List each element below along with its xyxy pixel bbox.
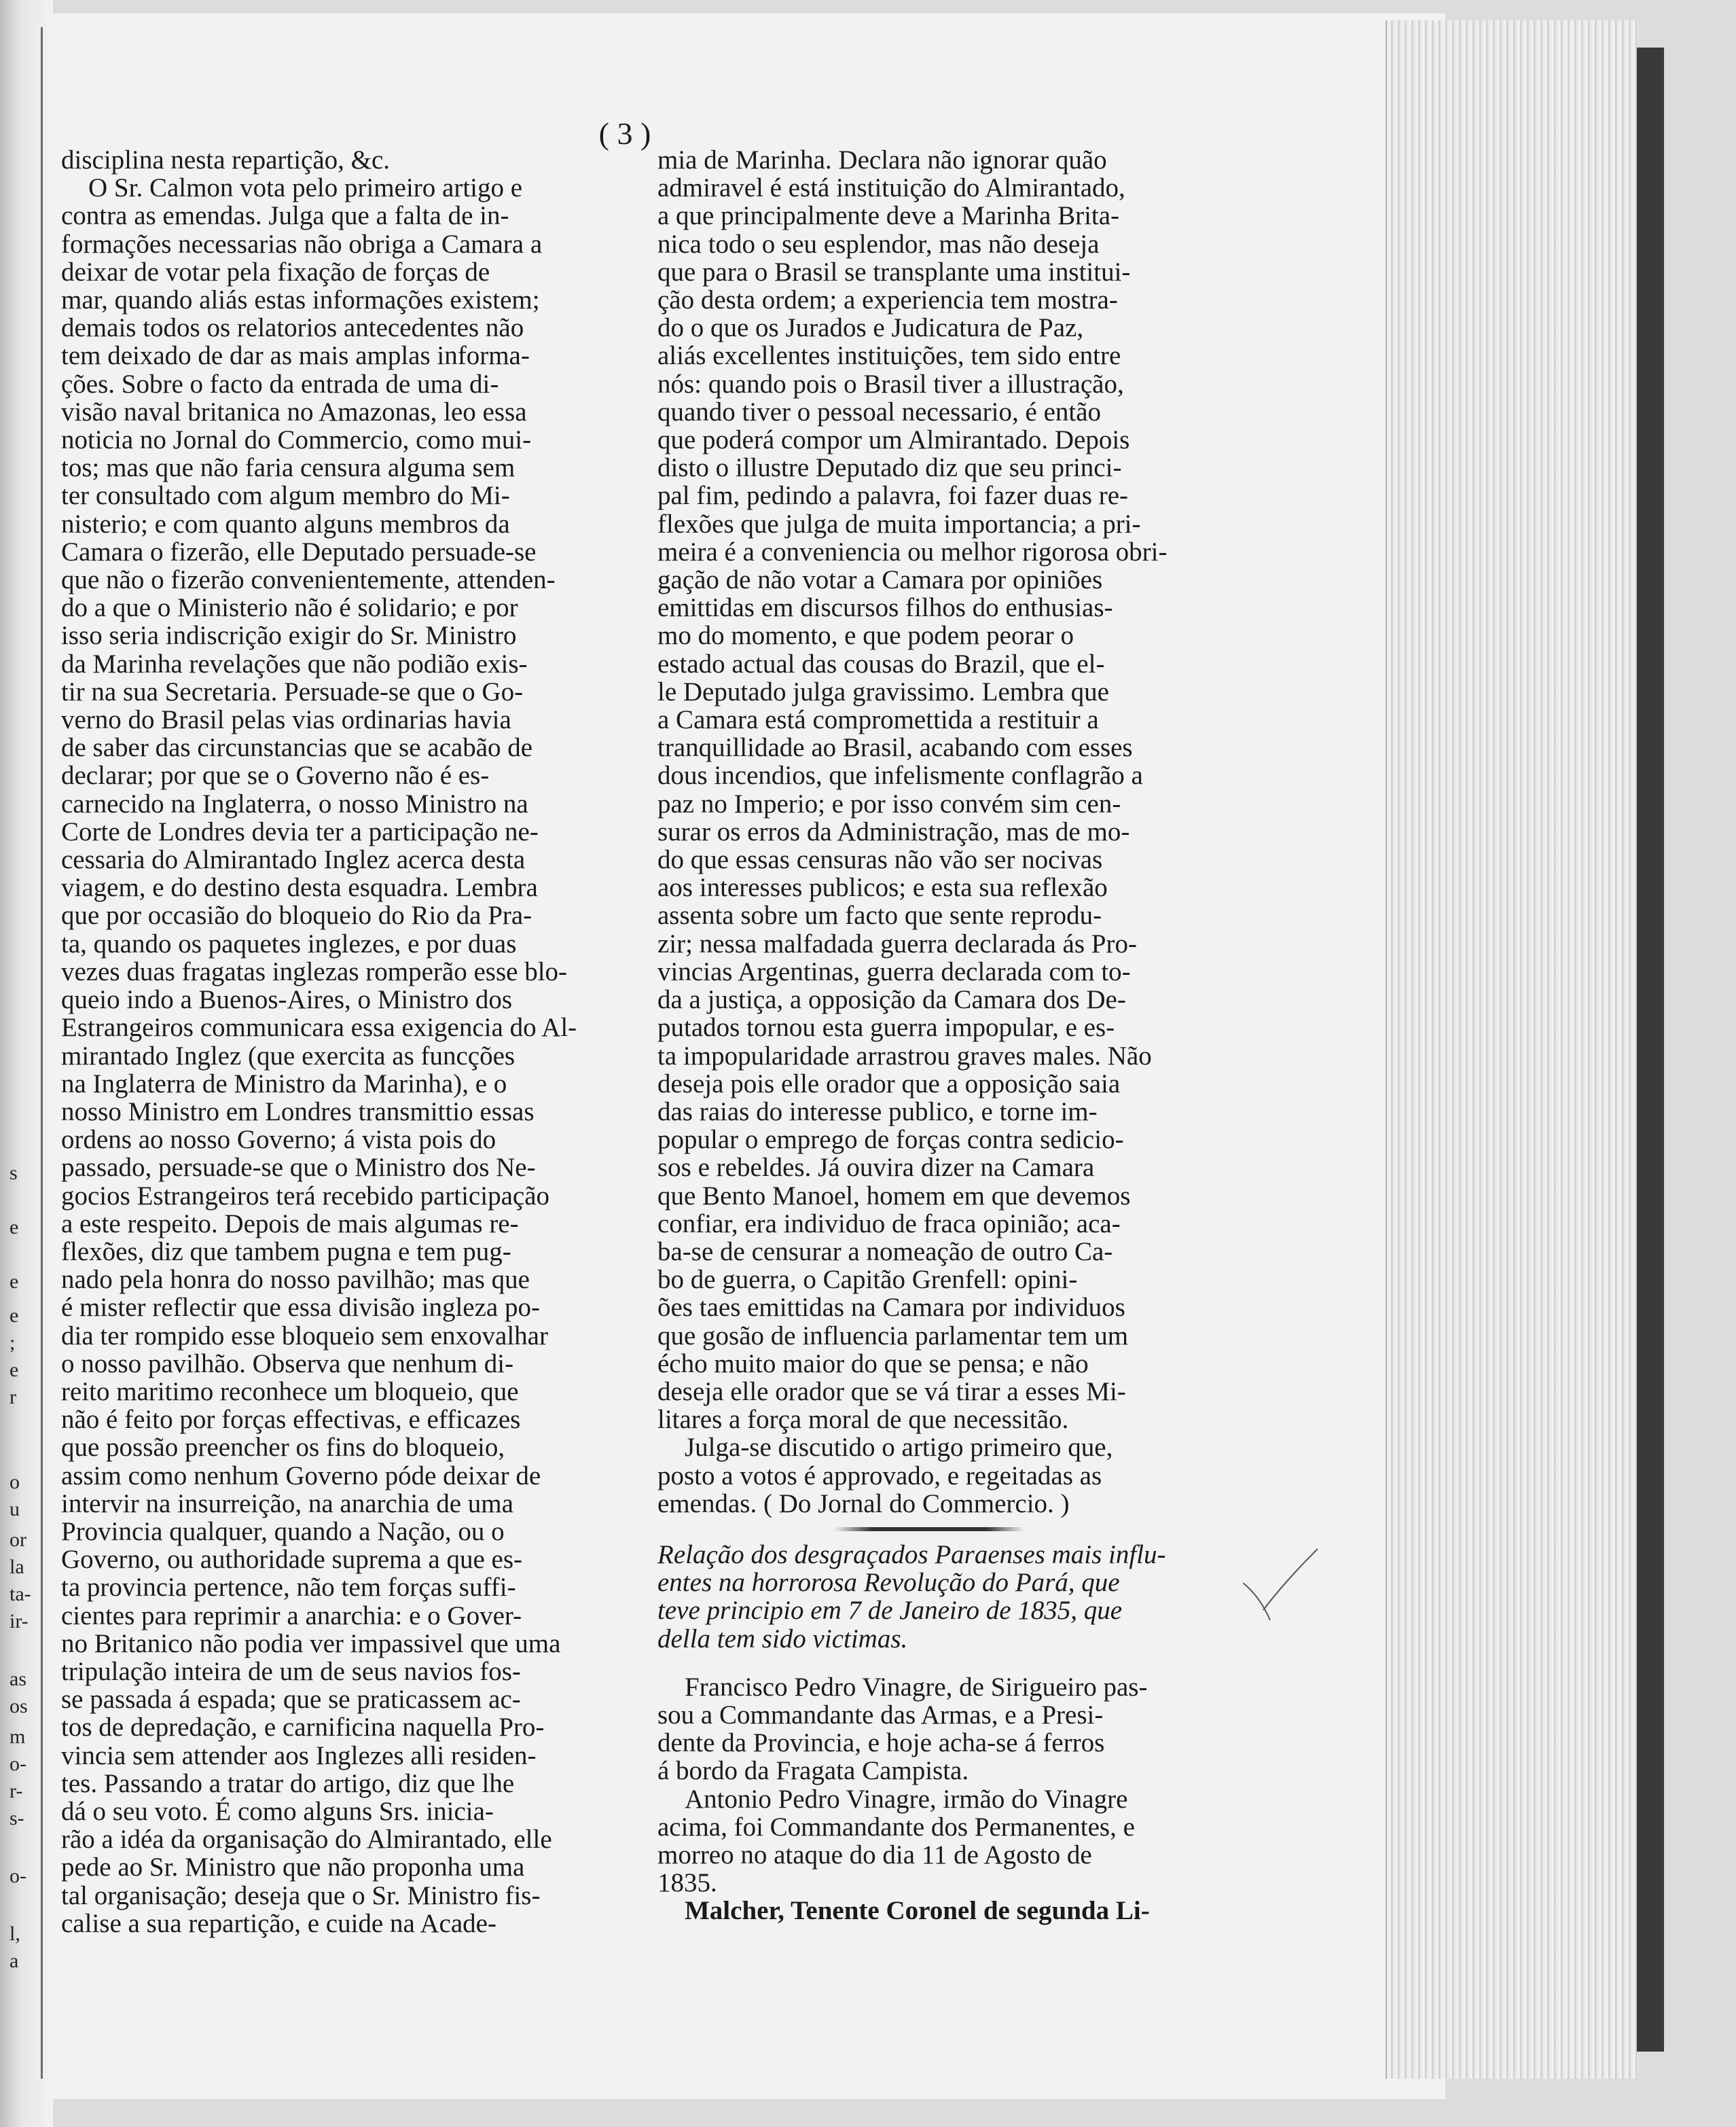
text-line: quando tiver o pessoal necessario, é então <box>657 397 1102 427</box>
edge-fragment: o- <box>10 1753 26 1775</box>
edge-fragment: ta- <box>10 1583 31 1605</box>
text-line: verno do Brasil pelas vias ordinarias havia <box>61 705 511 735</box>
text-line: emittidas em discursos filhos do enthusias- <box>657 593 1113 623</box>
text-line: carnecido na Inglaterra, o nosso Ministro na <box>61 789 528 819</box>
text-line: tos; mas que não faria censura alguma sem <box>61 453 516 483</box>
edge-fragment: e <box>10 1304 19 1327</box>
text-line: nica todo o seu esplendor, mas não deseja <box>657 229 1100 259</box>
edge-fragment: l, <box>10 1923 20 1945</box>
text-line: aliás excellentes instituições, tem sido entre <box>657 341 1121 371</box>
text-line: confiar, era individuo de fraca opinião; aca- <box>657 1209 1121 1238</box>
text-line: que possão preencher os fins do bloqueio, <box>61 1433 505 1463</box>
text-line: rão a idéa da organisação do Almirantado, elle <box>61 1825 552 1855</box>
text-line: surar os erros da Administração, mas de mo- <box>657 817 1130 846</box>
text-line: flexões, diz que tambem pugna e tem pug- <box>61 1236 511 1266</box>
text-line: O Sr. Calmon vota pelo primeiro artigo e <box>88 173 523 203</box>
section-divider <box>834 1527 1024 1531</box>
edge-fragment: s- <box>10 1807 24 1829</box>
edge-fragment: o <box>10 1471 20 1493</box>
text-line: pal fim, pedindo a palavra, foi fazer duas re- <box>657 481 1129 511</box>
text-line: que para o Brasil se transplante uma institui- <box>657 257 1131 287</box>
edge-fragment: r <box>10 1386 16 1408</box>
book-cover-edge <box>1637 48 1664 2052</box>
text-line: vincia sem attender aos Inglezes alli residen- <box>61 1740 537 1770</box>
text-line: que poderá compor um Almirantado. Depois <box>657 425 1130 455</box>
text-line: estado actual das cousas do Brazil, que el- <box>657 649 1105 679</box>
text-line: dia ter rompido esse bloqueio sem enxovalhar <box>61 1321 548 1351</box>
text-line: mo do momento, e que podem peorar o <box>657 621 1074 651</box>
text-line: emendas. ( Do Jornal do Commercio. ) <box>657 1488 1070 1518</box>
edge-fragment: a <box>10 1950 19 1972</box>
edge-fragment: la <box>10 1556 24 1578</box>
edge-fragment: e <box>10 1359 19 1381</box>
edge-fragment: e <box>10 1216 19 1238</box>
text-line: que por occasião do bloqueio do Rio da Pra- <box>61 901 532 931</box>
text-line: ta provincia pertence, não tem forças suffi- <box>61 1573 516 1603</box>
text-line: de saber das circunstancias que se acabão de <box>61 733 533 763</box>
text-line: popular o emprego de forças contra sedicio- <box>657 1125 1124 1155</box>
edge-fragment: s <box>10 1162 18 1184</box>
relation-heading <box>657 1541 1242 1653</box>
text-line: visão naval britanica no Amazonas, leo essa <box>61 397 527 427</box>
text-line: dá o seu voto. É como alguns Srs. inicia- <box>61 1796 494 1826</box>
text-line: disto o illustre Deputado diz que seu princi- <box>657 453 1122 483</box>
gutter-line <box>41 27 43 2079</box>
text-line: declarar; por que se o Governo não é es- <box>61 761 490 791</box>
text-line: passado, persuade-se que o Ministro dos Ne- <box>61 1153 536 1183</box>
text-line: do que essas censuras não vão ser nocivas <box>657 845 1103 875</box>
text-line: da Marinha revelações que não podião exis- <box>61 649 528 679</box>
text-line: aos interesses publicos; e esta sua reflexão <box>657 873 1108 903</box>
text-line: entes na horrorosa Revolução do Pará, que <box>657 1568 1120 1598</box>
text-line: a Camara está compromettida a restituir a <box>657 705 1099 735</box>
text-line: ba-se de censurar a nomeação de outro Ca- <box>657 1236 1113 1266</box>
right-column-body <box>657 146 1242 1518</box>
text-line: do a que o Ministerio não é solidario; e por <box>61 593 518 623</box>
text-line: cessaria do Almirantado Inglez acerca desta <box>61 845 526 875</box>
text-line: ordens ao nosso Governo; á vista pois do <box>61 1125 496 1155</box>
text-line: vezes duas fragatas inglezas romperão esse blo- <box>61 957 568 986</box>
edge-fragment: ; <box>10 1331 16 1354</box>
text-line: sou a Commandante das Armas, e a Presi- <box>657 1700 1104 1730</box>
facing-page-edge <box>0 0 53 2127</box>
text-line: formações necessarias não obriga a Camara a <box>61 229 543 259</box>
text-line: 1835. <box>657 1868 717 1898</box>
text-line: nós: quando pois o Brasil tiver a illustração, <box>657 369 1124 399</box>
text-line: bo de guerra, o Capitão Grenfell: opini- <box>657 1265 1078 1295</box>
text-line: noticia no Jornal do Commercio, como mui- <box>61 425 532 455</box>
text-line: pede ao Sr. Ministro que não proponha uma <box>61 1853 525 1882</box>
text-line: do o que os Jurados e Judicatura de Paz, <box>657 313 1084 343</box>
relation-entries <box>657 1673 1242 1925</box>
text-line: calise a sua repartição, e cuide na Acade- <box>61 1908 496 1938</box>
text-line: dous incendios, que infelismente conflagrão a <box>657 761 1143 791</box>
text-line: ta, quando os paquetes inglezes, e por duas <box>61 929 517 959</box>
edge-fragment: as <box>10 1668 26 1690</box>
edge-fragment: r- <box>10 1780 23 1802</box>
text-line: demais todos os relatorios antecedentes não <box>61 313 524 343</box>
text-line: gação de não votar a Camara por opiniões <box>657 565 1103 595</box>
text-line: Estrangeiros communicara essa exigencia do Al- <box>61 1013 577 1043</box>
text-line: reito maritimo reconhece um bloqueio, que <box>61 1376 519 1406</box>
text-line: ções. Sobre o facto da entrada de uma di- <box>61 369 499 399</box>
text-line: Relação dos desgraçados Paraenses mais influ- <box>657 1539 1166 1569</box>
text-line: queio indo a Buenos-Aires, o Ministro dos <box>61 985 513 1015</box>
text-line: assim como nenhum Governo póde deixar de <box>61 1461 541 1490</box>
text-line: vincias Argentinas, guerra declarada com to- <box>657 957 1131 986</box>
text-line: nado pela honra do nosso pavilhão; mas que <box>61 1265 530 1295</box>
edge-fragment: o- <box>10 1865 26 1887</box>
text-line: Julga-se discutido o artigo primeiro que, <box>685 1433 1113 1463</box>
text-line: da a justiça, a opposição da Camara dos De- <box>657 985 1126 1015</box>
text-line: gocios Estrangeiros terá recebido participação <box>61 1181 550 1211</box>
text-line: ta impopularidade arrastrou graves males. Não <box>657 1041 1152 1071</box>
text-line: le Deputado julga gravissimo. Lembra que <box>657 677 1109 707</box>
text-line: zir; nessa malfadada guerra declarada ás Pro- <box>657 929 1137 959</box>
text-line: mia de Marinha. Declara não ignorar quão <box>657 145 1107 175</box>
text-line: Corte de Londres devia ter a participação ne- <box>61 817 539 846</box>
text-line: della tem sido victimas. <box>657 1624 908 1654</box>
edge-fragment: u <box>10 1498 20 1520</box>
text-line: posto a votos é approvado, e regeitadas as <box>657 1461 1102 1490</box>
text-line: flexões que julga de muita importancia; a pri- <box>657 509 1141 539</box>
text-line: cientes para reprimir a anarchia: e o Gover- <box>61 1601 522 1630</box>
text-line: Francisco Pedro Vinagre, de Sirigueiro pas- <box>685 1672 1148 1702</box>
text-line: nosso Ministro em Londres transmittio essas <box>61 1096 535 1126</box>
text-line: deseja elle orador que se vá tirar a esses Mi- <box>657 1376 1126 1406</box>
edge-fragment: ir- <box>10 1610 29 1632</box>
text-line: ção desta ordem; a experiencia tem mostra- <box>657 285 1118 315</box>
text-line: intervir na insurreição, na anarchia de uma <box>61 1488 513 1518</box>
edge-fragment: os <box>10 1695 28 1717</box>
text-line: tal organisação; deseja que o Sr. Ministro fis- <box>61 1880 541 1910</box>
text-line: tes. Passando a tratar do artigo, diz que lhe <box>61 1768 515 1798</box>
text-line: contra as emendas. Julga que a falta de in- <box>61 201 509 231</box>
text-line: se passada á espada; que se praticassem ac- <box>61 1685 521 1715</box>
pencil-mark-icon <box>1243 1542 1324 1624</box>
text-line: que não o fizerão convenientemente, attenden- <box>61 565 556 595</box>
text-line: disciplina nesta repartição, &c. <box>61 145 391 175</box>
text-line: viagem, e do destino desta esquadra. Lembra <box>61 873 538 903</box>
text-line: isso seria indiscrição exigir do Sr. Ministro <box>61 621 517 651</box>
text-line: écho muito maior do que se pensa; e não <box>657 1348 1089 1378</box>
text-line: admiravel é está instituição do Almirantado, <box>657 173 1125 203</box>
page-number: ( 3 ) <box>598 116 651 151</box>
text-line: não é feito por forças effectivas, e efficazes <box>61 1405 521 1435</box>
edge-fragment: or <box>10 1529 26 1551</box>
text-line: no Britanico não podia ver impassivel que uma <box>61 1628 561 1658</box>
text-line: mar, quando aliás estas informações existem; <box>61 285 540 315</box>
edge-fragment: e <box>10 1270 19 1293</box>
text-line: é mister reflectir que essa divisão ingleza po- <box>61 1293 540 1323</box>
text-line: deseja pois elle orador que a opposição saia <box>657 1069 1121 1098</box>
text-line: á bordo da Fragata Campista. <box>657 1756 969 1786</box>
text-line: ões taes emittidas na Camara por individuos <box>657 1293 1125 1323</box>
edge-fragment: m <box>10 1726 26 1748</box>
text-line: Provincia qualquer, quando a Nação, ou o <box>61 1516 505 1546</box>
text-line: das raias do interesse publico, e torne im- <box>657 1096 1098 1126</box>
text-line: paz no Imperio; e por isso convém sim cen- <box>657 789 1121 819</box>
text-line: Antonio Pedro Vinagre, irmão do Vinagre <box>685 1784 1128 1814</box>
text-line: litares a força moral de que necessitão. <box>657 1405 1069 1435</box>
text-line: que Bento Manoel, homem em que devemos <box>657 1181 1131 1211</box>
text-line: putados tornou esta guerra impopular, e es- <box>657 1013 1115 1043</box>
text-line: acima, foi Commandante dos Permanentes, e <box>657 1812 1135 1842</box>
text-line: tir na sua Secretaria. Persuade-se que o Go- <box>61 677 524 707</box>
text-line: tem deixado de dar as mais amplas informa- <box>61 341 530 371</box>
text-line: deixar de votar pela fixação de forças de <box>61 257 490 287</box>
text-line: assenta sobre um facto que sente reprodu- <box>657 901 1102 931</box>
text-line: meira é a conveniencia ou melhor rigorosa obri- <box>657 537 1168 567</box>
text-line: tripulação inteira de um de seus navios fos- <box>61 1656 521 1686</box>
text-line: dente da Provincia, e hoje acha-se á ferros <box>657 1728 1105 1758</box>
text-line: nisterio; e com quanto alguns membros da <box>61 509 510 539</box>
text-line: a este respeito. Depois de mais algumas re- <box>61 1209 519 1238</box>
text-line: ter consultado com algum membro do Mi- <box>61 481 510 511</box>
text-line: tranquillidade ao Brasil, acabando com esses <box>657 733 1133 763</box>
left-column <box>61 146 659 1937</box>
text-line: mirantado Inglez (que exercita as funcções <box>61 1041 516 1071</box>
text-line: sos e rebeldes. Já ouvira dizer na Camara <box>657 1153 1095 1183</box>
text-line: teve principio em 7 de Janeiro de 1835, que <box>657 1596 1123 1626</box>
page-block-edges <box>1386 20 1638 2079</box>
text-line: morreo no ataque do dia 11 de Agosto de <box>657 1840 1092 1870</box>
text-line: Governo, ou authoridade suprema a que es- <box>61 1545 523 1575</box>
text-line: Malcher, Tenente Coronel de segunda Li- <box>685 1896 1150 1926</box>
text-line: o nosso pavilhão. Observa que nenhum di- <box>61 1348 514 1378</box>
right-column <box>657 146 1242 1925</box>
text-line: a que principalmente deve a Marinha Brita- <box>657 201 1120 231</box>
text-line: que gosão de influencia parlamentar tem um <box>657 1321 1129 1351</box>
text-line: Camara o fizerão, elle Deputado persuade-se <box>61 537 537 567</box>
text-line: tos de depredação, e carnificina naquella Pro- <box>61 1713 545 1742</box>
text-line: na Inglaterra de Ministro da Marinha), e o <box>61 1069 507 1098</box>
